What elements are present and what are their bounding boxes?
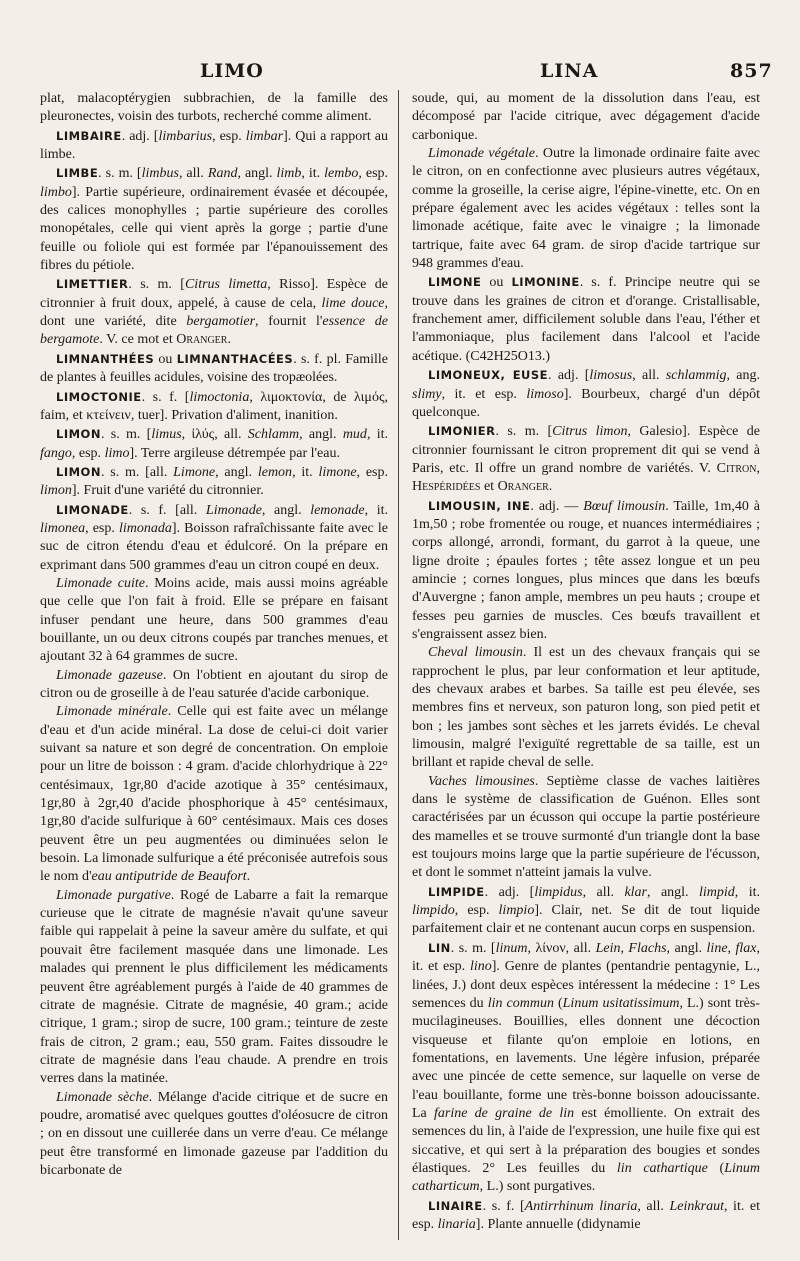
- left-column: [40, 90, 388, 1180]
- italic-text: Lein, Flachs: [595, 940, 667, 956]
- sub-entry: [40, 575, 388, 667]
- dictionary-entry: [40, 350, 388, 388]
- entry-text: .: [227, 332, 231, 348]
- entry-text: , all.: [178, 166, 208, 182]
- entry-text: , it. et esp.: [412, 1198, 761, 1232]
- italic-text: mud: [342, 427, 367, 443]
- italic-text: Citrus limon: [552, 424, 628, 440]
- headword: LIMON: [56, 427, 101, 442]
- italic-text: Linum catharticum: [412, 1160, 760, 1195]
- continued-paragraph: [40, 90, 388, 127]
- italic-text: Cheval limousin: [428, 645, 523, 661]
- entry-text: ]. Genre de plantes (pentandrie pentagynie, L., linées, J.) dont deux espèces intéressent la médecine : 1° Les semences du: [412, 959, 760, 1011]
- entry-text: . s. m. [all.: [100, 464, 174, 480]
- italic-text: limosus: [589, 368, 633, 384]
- headword: LIMBAIRE: [56, 128, 122, 143]
- headword: LIMOUSIN, INE: [428, 498, 531, 513]
- entry-text: (: [553, 995, 563, 1011]
- headword: LIMONE: [428, 275, 482, 290]
- entry-text: (: [707, 1160, 725, 1176]
- italic-text: Limonade cuite: [56, 575, 145, 591]
- dictionary-entry: [40, 275, 388, 349]
- italic-text: limo: [104, 445, 130, 461]
- entry-text: , it.: [734, 884, 761, 900]
- entry-text: , λίνον, all.: [527, 940, 596, 956]
- sub-entry: [412, 145, 760, 273]
- entry-text: , angl.: [215, 464, 258, 480]
- entry-text: , it.: [364, 502, 389, 518]
- entry-text: soude, qui, au moment de la dissolution dans l'eau, est décomposé par l'acide citrique, avec dégagement d'acide carbonique.: [412, 91, 760, 143]
- cross-reference: Citron, Hespéridées: [412, 460, 760, 495]
- italic-text: limoso: [526, 386, 564, 402]
- continued-paragraph: [412, 90, 760, 145]
- dictionary-entry: [412, 1197, 760, 1235]
- italic-text: limbar: [245, 128, 284, 144]
- italic-text: Limonade gazeuse: [56, 667, 163, 683]
- entry-text: . adj. —: [530, 498, 584, 514]
- entry-text: , Galesio]. Espèce de citronnier fournissant le citron proprement dit qui se vend à Paris, etc. Il offre un grand nombre de variétés. V.: [412, 424, 760, 476]
- italic-text: schlammig: [665, 368, 727, 384]
- italic-text: Limonade: [205, 502, 262, 518]
- italic-text: klar: [624, 884, 648, 900]
- entry-text: . On l'obtient en ajoutant du sirop de citron ou de groseille à de l'eau saturée d'acide carbonique.: [40, 667, 388, 701]
- sub-entry: [412, 773, 760, 883]
- entry-text: .: [246, 869, 251, 885]
- sub-entry: [40, 667, 388, 704]
- italic-text: linum: [495, 940, 528, 956]
- entry-text: , it. et esp.: [441, 386, 527, 402]
- italic-text: limus: [151, 427, 182, 443]
- entry-text: , ang.: [726, 368, 761, 384]
- italic-text: limbarius: [158, 128, 213, 144]
- italic-text: Limonade minérale: [56, 704, 168, 720]
- italic-text: Limonade sèche: [56, 1089, 149, 1105]
- cross-reference: Oranger: [176, 332, 228, 348]
- headword: LIMBE: [56, 166, 99, 181]
- italic-text: limpido: [412, 903, 455, 919]
- italic-text: Vaches limousines: [428, 773, 535, 789]
- entry-text: . s. m. [: [450, 940, 496, 956]
- italic-text: line, flax: [706, 940, 757, 956]
- headword: LIMNANTHACÉES: [176, 351, 294, 366]
- right-column: [412, 90, 760, 1234]
- entry-text: , all.: [582, 884, 625, 900]
- italic-text: Limone: [173, 464, 216, 480]
- italic-text: lemon: [257, 464, 293, 480]
- entry-text: , esp.: [356, 464, 389, 480]
- italic-text: lemonade: [310, 502, 365, 518]
- entry-text: , fournit l': [255, 314, 323, 330]
- entry-text: . Septième classe de vaches laitières dans le système de classification de Guénon. Elles sont caractérisées par un écusson qui occupe la partie postérieure des mamelles et se trouve surmonté d'un triangle dont la base est toujours moins large que la partie supérieure de l'écusson, et dont le sommet n'atteint jamais la vulve.: [412, 773, 761, 881]
- sub-entry: [40, 1089, 388, 1181]
- italic-text: bergamotier: [186, 314, 256, 330]
- italic-text: lime douce: [321, 295, 385, 311]
- headword: LIMETTIER: [56, 277, 129, 292]
- entry-text: , angl.: [299, 427, 343, 443]
- entry-text: , esp.: [85, 520, 119, 536]
- entry-text: , it.: [366, 427, 389, 443]
- dictionary-entry: [412, 883, 760, 939]
- italic-text: limonea: [40, 520, 86, 536]
- entry-text: ]. Boisson rafraîchissante faite avec le suc de citron étendu d'eau et édulcoré. On la prépare en exprimant dans 500 grammes d'eau un citron coupé en deux.: [40, 520, 388, 573]
- entry-text: . V. ce mot et: [99, 332, 177, 348]
- dictionary-entry: [40, 388, 388, 426]
- italic-text: Antirrhinum linaria: [524, 1198, 638, 1214]
- italic-text: lin cathartique: [616, 1160, 708, 1176]
- entry-text: . s. m. [: [100, 427, 152, 443]
- italic-text: linaria: [437, 1216, 476, 1232]
- italic-text: limoctonia: [189, 389, 250, 405]
- entry-text: ]. Terre argileuse détrempée par l'eau.: [129, 445, 340, 461]
- entry-text: ]. Qui a rapport au limbe.: [40, 128, 388, 163]
- entry-text: , esp.: [454, 903, 499, 919]
- italic-text: limone: [318, 464, 357, 480]
- entry-text: .: [548, 479, 553, 495]
- italic-text: limbus: [141, 166, 179, 182]
- italic-text: eau antiputride de Beaufort: [91, 869, 247, 885]
- entry-text: , λιμοκτονία, de λιμός, faim, et κτείνειν, tuer]. Privation d'aliment, inanition.: [40, 389, 388, 423]
- column-rule: [398, 90, 399, 1240]
- page-number: 857: [730, 60, 773, 82]
- italic-text: lino: [469, 959, 492, 975]
- italic-text: Linum usitatissimum: [562, 995, 680, 1011]
- entry-text: , angl.: [237, 166, 277, 182]
- entry-text: , it. et esp.: [412, 940, 760, 975]
- dictionary-entry: [412, 497, 760, 645]
- entry-text: . adj. [: [121, 128, 159, 144]
- entry-text: plat, malacoptérygien subbrachien, de la famille des pleuronectes, voisin des turbots, recherché comme aliment.: [40, 91, 388, 125]
- dictionary-entry: [412, 273, 760, 366]
- entry-text: , angl.: [647, 884, 700, 900]
- headword: LINAIRE: [428, 1198, 483, 1213]
- italic-text: limon: [40, 483, 72, 499]
- entry-text: . Il est un des chevaux français qui se rapprochent le plus, par leur conformation et leur aptitude, des chevaux arabes et barbes. Sa taille est peu élevée, ses membres fins et nerveux, son paturon long, son pied petit et bon ; les jambes sont sèches et les jarrets évidés. Le cheval limousin, malgré l'exiguïté regrettable de sa taille, est un brillant et rapide cheval de selle.: [412, 645, 760, 771]
- dictionary-entry: [40, 501, 388, 575]
- entry-text: , esp.: [212, 128, 246, 144]
- italic-text: Limonade purgative: [56, 887, 171, 903]
- sub-entry: [412, 644, 760, 772]
- running-head-right: LINA: [540, 60, 599, 82]
- headword: LIMON: [56, 464, 101, 479]
- sub-entry: [40, 887, 388, 1089]
- italic-text: Schlamm: [247, 427, 300, 443]
- headword: LIMPIDE: [428, 884, 485, 899]
- entry-text: , Risso]. Espèce de citronnier à fruit doux, appelé, à cause de cela,: [40, 277, 388, 311]
- headword: LIMNANTHÉES: [56, 351, 155, 366]
- italic-text: limonada: [119, 520, 172, 536]
- cross-reference: Oranger: [497, 479, 549, 495]
- italic-text: limpio: [498, 903, 535, 919]
- italic-text: fango: [40, 445, 72, 461]
- entry-text: ]. Fruit d'une variété du citronnier.: [71, 483, 264, 499]
- entry-text: , ἰλύς, all.: [181, 427, 248, 443]
- sub-entry: [40, 703, 388, 886]
- entry-text: ou: [481, 275, 512, 291]
- entry-text: . Outre la limonade ordinaire faite avec le citron, on en confectionne avec plusieurs autres végétaux, comme la groseille, la cerise aigre, l'épine-vinette, etc. On en prépare également avec les acides végétaux : telles sont la limonade acétique, faite avec le vinaigre ; la limonade tartrique, faite avec 64 gram. de sirop d'acide tartrique sur 948 grammes d'eau.: [412, 146, 760, 272]
- entry-text: . Moins acide, mais aussi moins agréable que celle que l'on fait à froid. Elle se prépare en faisant infuser pendant une heure, dans 500 grammes d'eau bouillante, un ou deux citrons coupés par tranches menues, et ajoutant 32 à 64 grammes de sucre.: [40, 575, 388, 665]
- entry-text: . s. m. [: [128, 277, 185, 293]
- italic-text: Limonade végétale: [428, 146, 536, 162]
- italic-text: limpidus: [534, 884, 583, 900]
- italic-text: Bœuf limousin: [583, 498, 666, 514]
- dictionary-entry: [412, 422, 760, 496]
- headword: LIMONINE: [511, 275, 580, 290]
- entry-text: ]. Partie supérieure, ordinairement évasée et découpée, des calices monophylles ; partie supérieure des corolles monopétales, celle qui vient après la gorge ; partie d'une feuille ou foliole qui est formée par l'épanouissement des fibres du pétiole.: [40, 184, 388, 274]
- entry-text: . adj. [: [484, 884, 535, 900]
- italic-text: Citrus limetta: [184, 277, 268, 293]
- dictionary-entry: [412, 366, 760, 422]
- dictionary-entry: [412, 939, 760, 1197]
- entry-text: , angl.: [261, 502, 311, 518]
- entry-text: , angl.: [666, 940, 707, 956]
- entry-text: . s. f. pl. Famille de plantes à feuilles acidules, voisine des tropæolées.: [40, 351, 388, 386]
- headword: LIMONIER: [428, 424, 496, 439]
- italic-text: Leinkraut: [669, 1198, 724, 1214]
- italic-text: limpid: [699, 884, 735, 900]
- headword: LIN: [428, 940, 451, 955]
- italic-text: limb: [276, 166, 302, 182]
- italic-text: lembo: [324, 166, 359, 182]
- italic-text: limbo: [40, 184, 72, 200]
- dictionary-entry: [40, 463, 388, 501]
- entry-text: ]. Bourbeux, chargé d'un dépôt quelconque.: [412, 386, 760, 420]
- entry-text: ou: [154, 351, 177, 367]
- entry-text: , dont une variété, dite: [40, 295, 388, 330]
- italic-text: farine de graine de lin: [434, 1105, 575, 1121]
- entry-text: , all.: [632, 368, 666, 384]
- entry-text: . s. m. [: [495, 424, 553, 440]
- headword: LIMONADE: [56, 502, 129, 517]
- italic-text: Rand: [207, 166, 238, 182]
- entry-text: . s. f. Principe neutre qui se trouve dans les graines de citron et d'orange. Cristallisable, franchement amer, difficilement soluble dans l'eau, l'éther et l'ammoniaque, plus facilement dans l'alcool et l'acide acétique. (C42H25O13.): [412, 275, 761, 364]
- italic-text: lin commun: [487, 995, 554, 1011]
- entry-text: ]. Plante annuelle (didynamie: [475, 1216, 641, 1232]
- entry-text: est émolliente. On extrait des semences du lin, à l'aide de l'expression, une huile fixe qui est siccative, et qui sert à la préparation des bougies et sondes élastiques. 2° Les feuilles du: [412, 1105, 760, 1176]
- headword: LIMONEUX, EUSE: [428, 368, 549, 383]
- entry-text: . Taille, 1m,40 à 1m,50 ; robe fromentée ou rouge, et nuances intermédiaires ; corps allongé, arrondi, formant, du garrot à la queue, une ligne droite ; épaules fortes ; tête assez longue et un peu amincie ; cornes longues, plus minces que dans les bœufs d'Auvergne ; fanon ample, membres un peu hauts ; croupe et fesses peu garnies de muscles. Ces bœufs travaillent et s'engraissent assez bien.: [412, 498, 760, 642]
- entry-text: , it.: [292, 464, 319, 480]
- headword: LIMOCTONIE: [56, 389, 142, 404]
- entry-text: . Celle qui est faite avec un mélange d'eau et d'un acide minéral. La dose de celui-ci doit varier suivant sa nature et son degré de concentration. On emploie pour un litre de boisson : 4 gram. d'acide chlorhydrique à 22° centésimaux, 1gr,80 d'acide azotique à 35° centésimaux, 1gr,80 à 2gr,40 d'acide phosphorique à 45° centésimaux, 1gr,80 d'acide sulfurique à 60° centésimaux. Mais ces doses peuvent être un peu augmentées ou diminuées selon le besoin. La limonade sulfurique a été préconisée autrefois sous le nom d': [40, 704, 389, 885]
- entry-text: . s. f. [all.: [128, 502, 206, 518]
- entry-text: , L.) sont purgatives.: [479, 1179, 596, 1195]
- entry-text: . s. m. [: [98, 166, 142, 182]
- entry-text: . adj. [: [548, 368, 590, 384]
- entry-text: , esp.: [71, 445, 105, 461]
- dictionary-entry: [40, 164, 388, 275]
- dictionary-entry: [40, 127, 388, 165]
- dictionary-entry: [40, 425, 388, 463]
- italic-text: slimy: [412, 386, 442, 402]
- italic-text: essence de bergamote: [40, 314, 389, 348]
- entry-text: . Rogé de Labarre a fait la remarque curieuse que le citrate de magnésie n'avait qu'une saveur faible qui rappelait à peine la saveur amère du sulfate, et qui pouvait être facilement masquée dans une limonade. Les malades qui prennent le plus difficilement les médicaments peuvent être agréablement purgés à l'aide de 40 grammes de citrate de magnésie. Citrate de magnésie, 40 gram.; acide citrique, 1 gram.; sirop de sucre, 100 gram.; teinture de zeste frais de citron, 2 gram.; eau, 550 gram. Faites dissoudre le citrate de magnésie dans l'eau chaude. A prendre en trois verres dans la matinée.: [40, 887, 388, 1087]
- entry-text: . Mélange d'acide citrique et de sucre en poudre, aromatisé avec quelques gouttes d'oléosucre de citron ; on en dissout une cuillerée dans un verre d'eau. Ce mélange peut être transformé en limonade gazeuse par l'addition du bicarbonate de: [40, 1089, 388, 1178]
- entry-text: et: [480, 479, 498, 495]
- entry-text: , all.: [637, 1198, 670, 1214]
- entry-text: . s. f. [: [141, 389, 190, 405]
- entry-text: , L.) sont très-mucilagineuses. Bouillies, elles donnent une décoction visqueuse et filante qu'on emploie en lotions, en fomentations, en lavements. Une légère infusion, préparée avec une pincée de cette semence, sur laquelle on verse de l'eau bouillante, forme une très-bonne boisson adoucissante. La: [412, 995, 760, 1121]
- entry-text: . s. f. [: [482, 1198, 525, 1214]
- running-head-left: LIMO: [200, 60, 264, 82]
- entry-text: , it.: [301, 166, 325, 182]
- entry-text: ]. Clair, net. Se dit de tout liquide parfaitement clair et ne contenant aucun corps en suspension.: [412, 903, 760, 937]
- entry-text: , esp.: [358, 166, 389, 182]
